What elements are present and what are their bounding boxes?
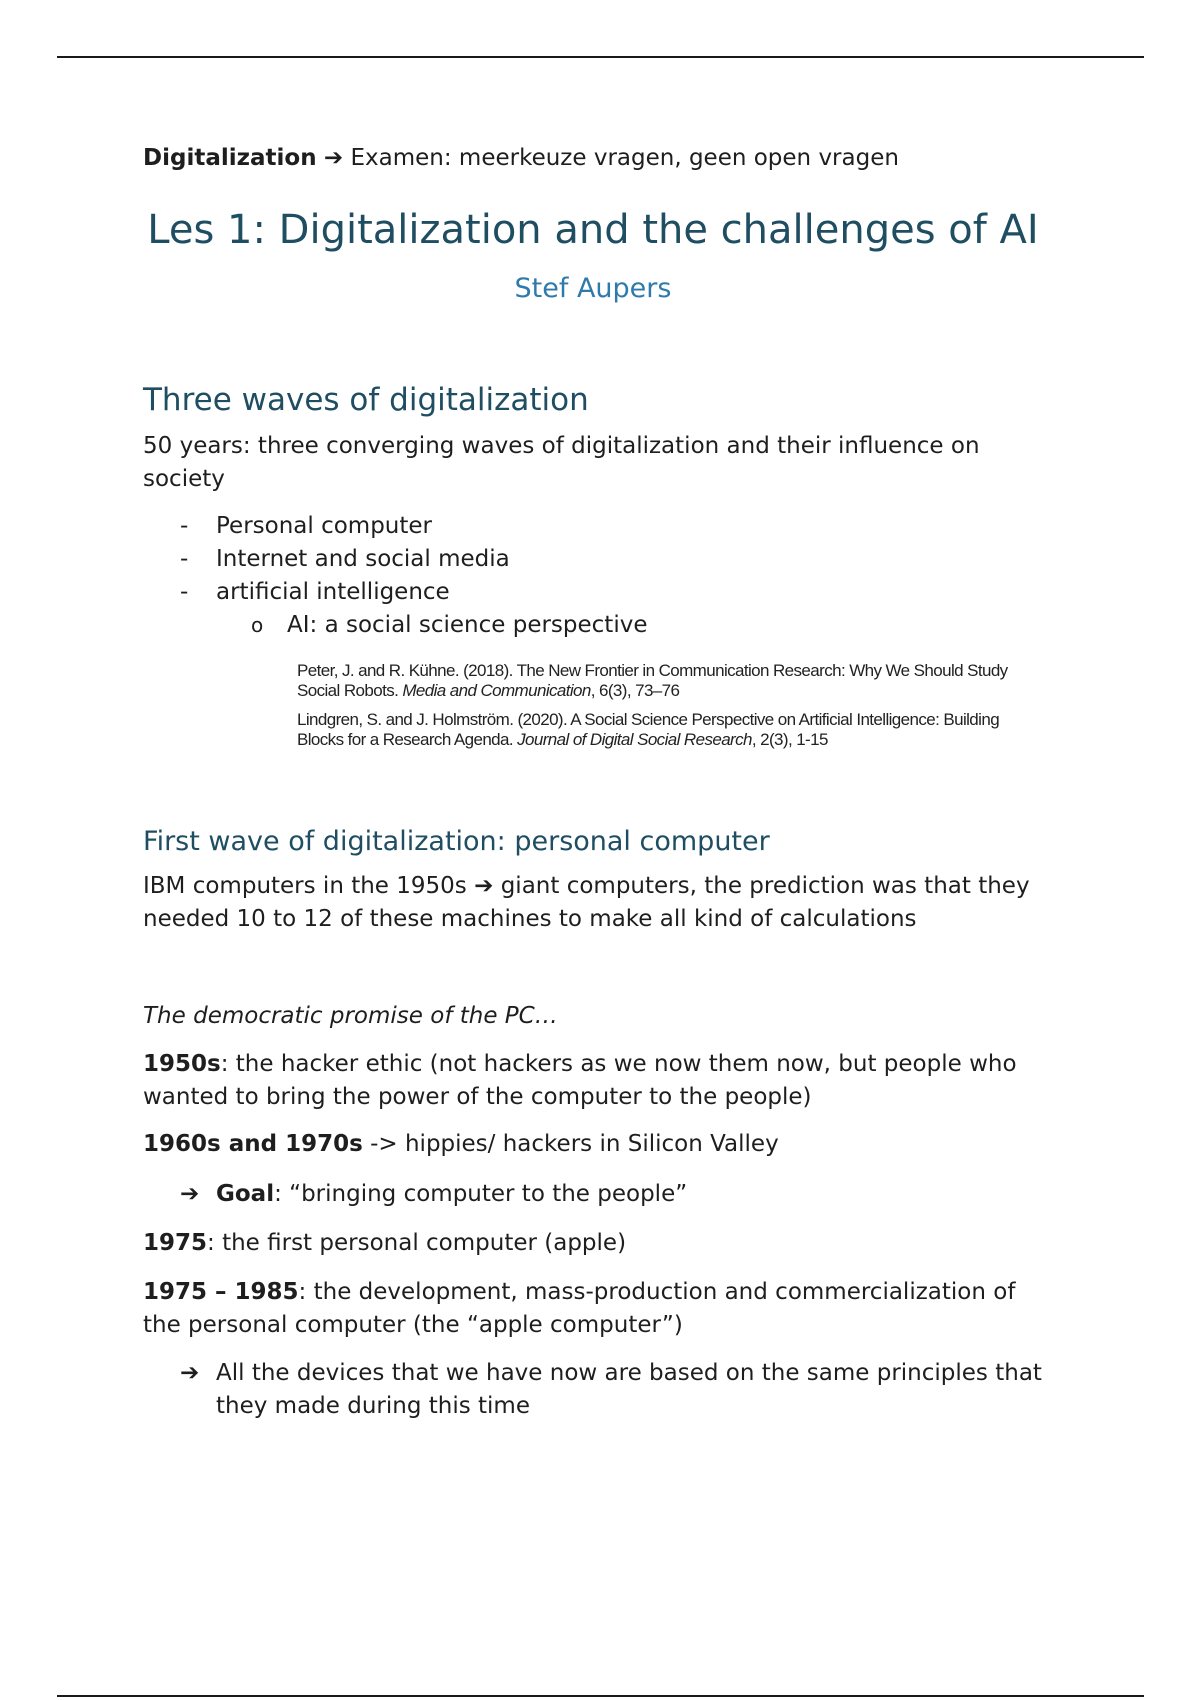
reference-journal: Media and Communication [402, 681, 591, 700]
list-item-text: Personal computer [216, 513, 433, 539]
list-item [180, 543, 510, 576]
section-heading-first-wave: First wave of digitalization: personal computer [143, 826, 770, 857]
dash-bullet: - [180, 579, 189, 605]
arrow-icon: ➔ [323, 145, 344, 171]
goal-text-wrap [180, 1178, 1040, 1211]
paragraph-1960s-1970s [143, 1128, 779, 1161]
section-heading-three-waves: Three waves of digitalization [143, 382, 589, 418]
reference-details: , 2(3), 1-15 [751, 730, 828, 749]
list-item-text: Internet and social media [216, 546, 510, 572]
arrow-icon: ➔ [180, 1181, 200, 1207]
dash-bullet: - [180, 546, 189, 572]
reference-text: Lindgren, S. and J. Holmström. (2020). A Social Science Perspective on Artificial Intelligence: Building Blocks for a Research Agenda. [297, 710, 1000, 749]
dash-bullet: - [180, 513, 189, 539]
circle-bullet-icon: o [251, 613, 264, 637]
paragraph-text: -> hippies/ hackers in Silicon Valley [362, 1131, 779, 1157]
section-intro-first-wave [143, 870, 1043, 936]
goal-item [180, 1178, 1040, 1211]
paragraph-text: : the first personal computer (apple) [207, 1230, 627, 1256]
year-label: 1950s [143, 1051, 221, 1077]
section-intro-three-waves: 50 years: three converging waves of digitalization and their influence on society [143, 433, 980, 492]
document-title: Les 1: Digitalization and the challenges of AI [147, 207, 1039, 253]
reference-journal: Journal of Digital Social Research [517, 730, 752, 749]
reference-text: Peter, J. and R. Kühne. (2018). The New Frontier in Communication Research: Why We Should Study Social Robots. [297, 661, 1008, 700]
list-item [180, 510, 432, 543]
devices-text: All the devices that we have now are based on the same principles that they made during this time [216, 1360, 1042, 1419]
exam-note-text: Examen: meerkeuze vragen, geen open vragen [350, 145, 899, 171]
devices-item [180, 1357, 1044, 1423]
subject-label: Digitalization [143, 145, 317, 171]
intro-text: giant computers, the prediction was that they needed 10 to 12 of these machines to make all kind of calculations [143, 873, 1030, 932]
year-label: 1960s and 1970s [143, 1131, 363, 1157]
reference-lindgren-holmstrom [297, 710, 1017, 750]
goal-label: Goal [216, 1181, 275, 1207]
top-rule [57, 56, 1144, 58]
reference-details: , 6(3), 73–76 [590, 681, 680, 700]
list-item [180, 576, 450, 609]
paragraph-1975-1985 [143, 1276, 1043, 1342]
intro-text: IBM computers in the 1950s [143, 873, 467, 899]
list-item-text: artificial intelligence [216, 579, 450, 605]
bottom-rule [57, 1695, 1144, 1697]
arrow-icon: ➔ [180, 1360, 200, 1386]
document-author: Stef Aupers [514, 273, 672, 304]
paragraph-1975 [143, 1227, 626, 1260]
reference-peter-kuhne [297, 661, 1017, 701]
sub-list-item [251, 609, 647, 642]
year-label: 1975 – 1985 [143, 1279, 299, 1305]
year-label: 1975 [143, 1230, 208, 1256]
sub-list-item-text: AI: a social science perspective [287, 612, 648, 638]
subheading-democratic-promise: The democratic promise of the PC… [143, 1003, 558, 1029]
arrow-icon: ➔ [474, 873, 494, 899]
goal-text: : “bringing computer to the people” [274, 1181, 688, 1207]
exam-note [143, 142, 899, 175]
paragraph-text: : the development, mass-production and commercialization of the personal computer (the “apple computer”) [143, 1279, 1016, 1338]
paragraph-text: : the hacker ethic (not hackers as we now them now, but people who wanted to bring the power of the computer to the people) [143, 1051, 1017, 1110]
paragraph-1950s [143, 1048, 1043, 1114]
